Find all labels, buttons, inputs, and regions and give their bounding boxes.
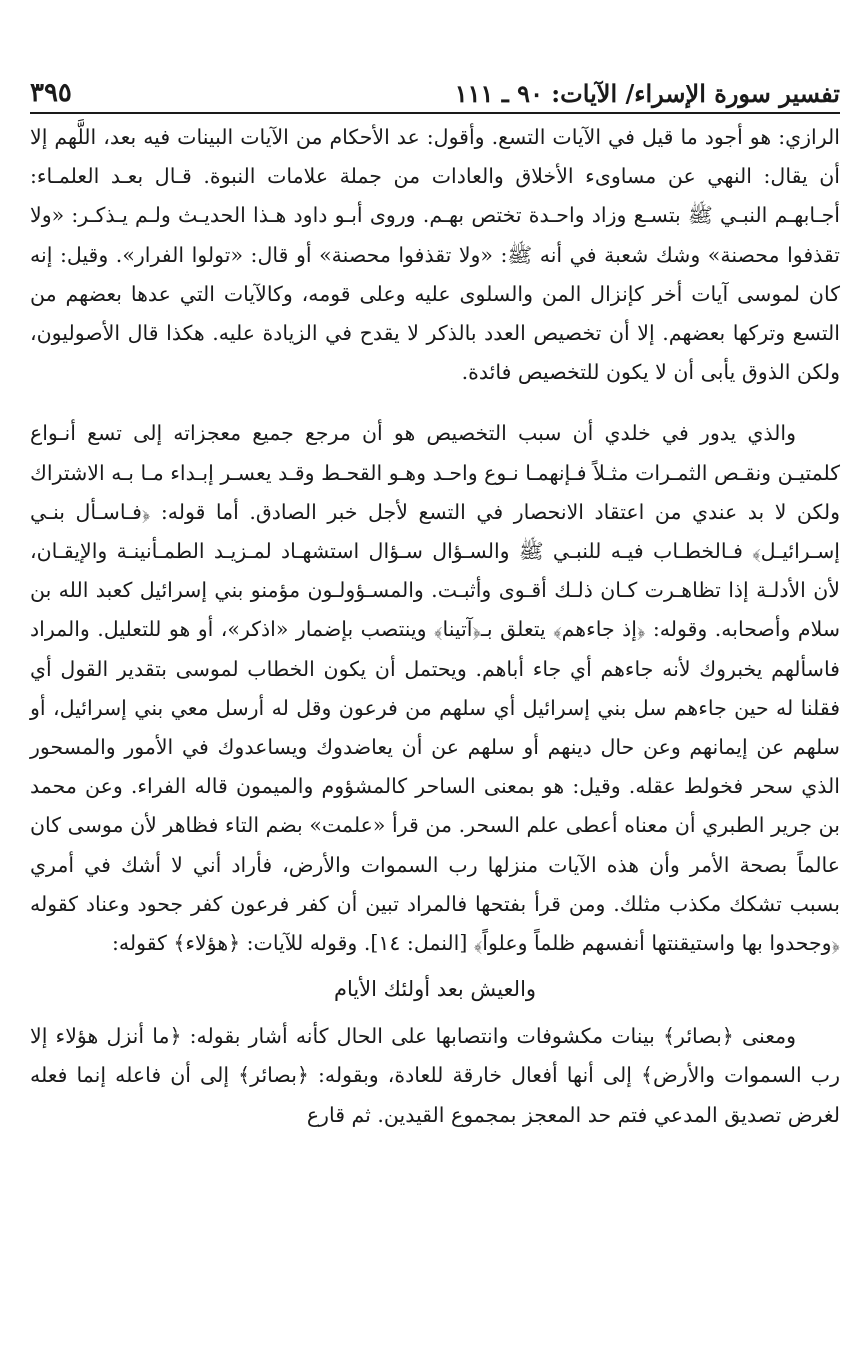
paragraph-3: ومعنى ﴿بصائر﴾ بينات مكشوفات وانتصابها على الحال كأنه أشار بقوله: ﴿ما أنزل هؤلاء إلا رب السموات والأرض﴾ إلى أنها أفعال خارقة للعادة، وبقوله: ﴿بصائر﴾ إلى أن فاعله إنما فعله لغرض تصديق المدعي فتم حد المعجز بمجموع القيدين. ثم قارع — [30, 1024, 840, 1127]
running-title: تفسير سورة الإسراء/ الآيات: ٩٠ ـ ١١١ — [454, 79, 840, 108]
body-text — [30, 118, 840, 1135]
page-number: ٣٩٥ — [30, 78, 72, 108]
paragraph-2: والذي يدور في خلدي أن سبب التخصيص هو أن مرجع جميع معجزاته إلى تسع أنـواع كلمتيـن ونقـص الثمـرات مثـلاً فـإنهمـا نـوع واحـد وهـو القحـط وقـد يعسـر إبـداء مـا بـه الاشتراك ولكن لا بد عندي من اعتقاد الانحصار في التسع لأجل خبر الصادق. أما قوله: ﴿فـاسـأل بنـي إسـرائيـل﴾ فـالخطـاب فيـه للنبـي ﷺ والسـؤال سـؤال استشهـاد لمـزيـد الطمـأنينـة والإيقـان، لأن الأدلـة إذا تظاهـرت كـان ذلـك أقـوى وأثبـت. والمسـؤولـون مؤمنو بني إسرائيل كعبد الله بن سلام وأصحابه. وقوله: ﴿إذ جاءهم﴾ يتعلق بـ﴿آتينا﴾ وينتصب بإضمار «اذكر»، أو هو للتعليل. والمراد فاسألهم يخبروك لأنه جاءهم أي جاء أباهم. ويحتمل أن يكون الخطاب لموسى بتقدير القول أي فقلنا له حين جاءهم سل بني إسرائيل أي سلهم من فرعون وقل له أرسل معي بني إسرائيل، أو سلهم عن إيمانهم وعن حال دينهم أو سلهم عن أن يعاضدوك ويساعدوك في الأمور والمسحور الذي سحر فخولط عقله. وقيل: هو بمعنى الساحر كالمشؤوم والميمون قاله الفراء. وعن محمد بن جرير الطبري أن معناه أعطى علم السحر. من قرأ «علمت» بضم التاء فظاهر لأن موسى كان عالماً بصحة الأمر وأن هذه الآيات منزلها رب السموات والأرض، فأراد أني لا أشك في أمري بسبب تشكك مكذب مثلك. ومن قرأ بفتحها فالمراد تبين أن كفر فرعون كفر جحود وعناد كقوله ﴿وجحدوا بها واستيقنتها أنفسهم ظلماً وعلواً﴾ [النمل: ١٤]. وقوله للآيات: ﴿هؤلاء﴾ كقوله: — [30, 421, 840, 956]
poetry-verse: والعيش بعد أولئك الأيام — [333, 977, 537, 1002]
page-header — [30, 64, 840, 114]
paragraph-gap — [30, 392, 840, 414]
paragraph-1: الرازي: هو أجود ما قيل في الآيات التسع. وأقول: عد الأحكام من الآيات البينات فيه بعد، اللَّهم إلا أن يقال: النهي عن مساوىء الأخلاق والعادات من جملة علامات النبوة. قـال بعـد العلمـاء: أجـابهـم النبـي ﷺ بتسـع وزاد واحـدة تختص بهـم. وروى أبـو داود هـذا الحديـث ولـم يـذكـر: «ولا تقذفوا محصنة» وشك شعبة في أنه ﷺ: «ولا تقذفوا محصنة» أو قال: «تولوا الفرار». وقيل: إنه كان لموسى آيات أخر كإنزال المن والسلوى عليه وعلى قومه، وكالآيات التي عدها بعضهم من التسع وتركها بعضهم. إلا أن تخصيص العدد بالذكر لا يقدح في الزيادة عليه. هكذا قال الأصوليون، ولكن الذوق يأبى أن لا يكون للتخصيص فائدة. — [30, 125, 840, 385]
